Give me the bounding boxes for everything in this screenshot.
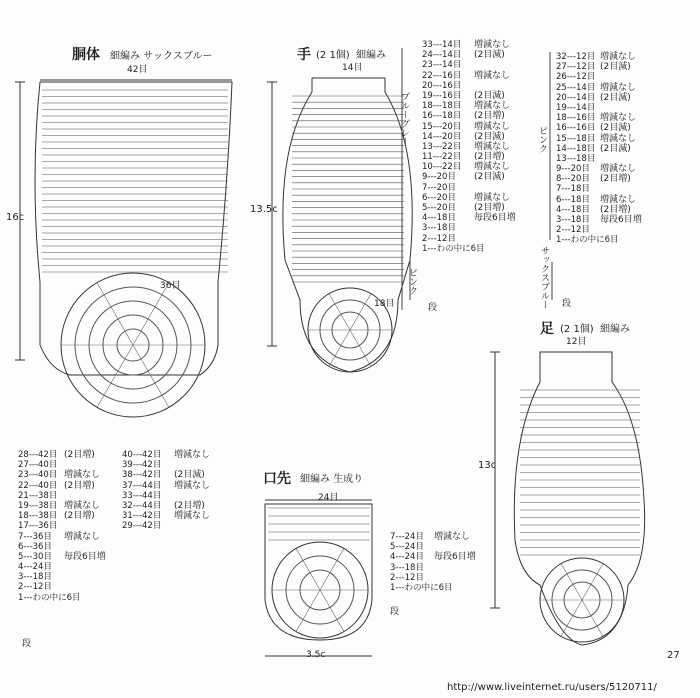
hand-base-count: 18目 bbox=[374, 299, 395, 309]
col3-row-instruction: (2目減) bbox=[600, 92, 631, 103]
hand-row-count: 15---20目 bbox=[422, 121, 462, 132]
hand-row-count: 9---20目 bbox=[422, 172, 456, 183]
col3-row-count: 25---14目 bbox=[556, 82, 596, 93]
muzzle-width: 3.5c bbox=[306, 650, 326, 660]
muzzle-row bbox=[390, 583, 510, 593]
muzzle-subtitle: 細編み 生成り bbox=[300, 474, 364, 485]
hand-height: 13.5c bbox=[250, 204, 278, 215]
hand-row-instruction: (2目増) bbox=[474, 111, 505, 122]
body-col2-row-instruction: (2目増) bbox=[174, 500, 205, 511]
col3-row-instruction: (2目減) bbox=[600, 143, 631, 154]
muzzle-spoke bbox=[296, 548, 320, 590]
hand-row-instruction: (2目減) bbox=[474, 131, 505, 142]
muzzle-spoke bbox=[296, 590, 320, 632]
col3-row-count: 14---18目 bbox=[556, 143, 596, 154]
col3-row-count: 9---20目 bbox=[556, 164, 590, 175]
col3-row-instruction: 増減なし bbox=[600, 82, 637, 93]
body-col1-row-count: 4---24目 bbox=[18, 562, 52, 573]
hand-row-instruction: (2目減) bbox=[474, 50, 505, 61]
hand-row-count: 11---22目 bbox=[422, 152, 462, 163]
body-col1-row-count: 3---18目 bbox=[18, 572, 52, 583]
foot-subtitle: 細編み bbox=[600, 324, 630, 335]
body-col2-row-instruction: 増減なし bbox=[174, 450, 211, 460]
muzzle-row-count: 4---24目 bbox=[390, 552, 424, 563]
body-col1-row-count: 7---36目 bbox=[18, 531, 52, 542]
hand-row-instruction: (2目減) bbox=[474, 90, 505, 101]
col3-row-count: 26---12目 bbox=[556, 72, 596, 83]
muzzle-spoke bbox=[320, 548, 344, 590]
hand-row-instruction: 毎段6目増 bbox=[474, 213, 516, 224]
muzzle-row-unit: 段 bbox=[390, 607, 400, 617]
body-col1-row-instruction: 増減なし bbox=[64, 500, 101, 511]
muzzle-row bbox=[390, 542, 510, 552]
body-col2-row-count: 40---42目 bbox=[122, 450, 162, 460]
hand-row-instruction: 増減なし bbox=[474, 101, 511, 112]
col3-row-instruction: 増減なし bbox=[600, 194, 637, 205]
muzzle-row-instruction: 増減なし bbox=[434, 532, 471, 542]
muzzle-row bbox=[390, 532, 510, 542]
muzzle-row-count: 3---18目 bbox=[390, 562, 424, 573]
body-col2-row-count: 32---44目 bbox=[122, 500, 162, 511]
col3-row-instruction: 毎段6目増 bbox=[600, 215, 642, 225]
hand-row-count: 7---20目 bbox=[422, 182, 456, 193]
col3-row-count: 27---12目 bbox=[556, 62, 596, 73]
hand-row-instruction: (2目増) bbox=[474, 152, 505, 163]
hand-row-count: 20---16目 bbox=[422, 80, 462, 91]
hand-row-count: 22---16目 bbox=[422, 70, 462, 81]
body-col2-row-count: 38---42目 bbox=[122, 470, 162, 481]
foot-top-count: 12目 bbox=[566, 337, 587, 347]
col3-row-instruction: (2目増) bbox=[600, 174, 631, 185]
foot-height: 13c bbox=[478, 460, 497, 471]
col3-row-count: 13---18目 bbox=[556, 153, 596, 164]
hand-row-count: 33---14目 bbox=[422, 40, 462, 50]
body-col2-row-count: 29---42目 bbox=[122, 521, 162, 532]
muzzle-row bbox=[390, 573, 510, 583]
col3-row-count: 1---わの中に6目 bbox=[556, 235, 619, 246]
hand-row-count: 16---18目 bbox=[422, 111, 462, 122]
col3-row-count: 16---16目 bbox=[556, 123, 596, 134]
body-col2-row-count: 31---42目 bbox=[122, 511, 162, 522]
body-col1-row-count: 6---36目 bbox=[18, 541, 52, 552]
hand-row-count: 6---20目 bbox=[422, 192, 456, 203]
muzzle-top-count: 24目 bbox=[318, 493, 339, 503]
body-col2-row-instruction: 増減なし bbox=[174, 511, 211, 522]
foot-qty: (2 1個) bbox=[560, 324, 594, 335]
hand-row-unit: 段 bbox=[428, 303, 438, 313]
col3-row-count: 8---20目 bbox=[556, 174, 590, 185]
body-col1-row-count: 21---38目 bbox=[18, 490, 58, 501]
body-col1-row-count: 28---42目 bbox=[18, 450, 58, 460]
muzzle-spoke bbox=[320, 590, 344, 632]
muzzle-row bbox=[390, 552, 510, 562]
hand-row-count: 23---14目 bbox=[422, 60, 462, 71]
body-top-count: 42目 bbox=[127, 65, 148, 75]
col3-row-instruction: (2目減) bbox=[600, 123, 631, 134]
col3-row-count: 15---18目 bbox=[556, 133, 596, 144]
col3-row-instruction: 増減なし bbox=[600, 113, 637, 124]
col3-row-unit: 段 bbox=[562, 299, 572, 309]
col3-row-count: 32---12目 bbox=[556, 52, 596, 62]
col3-color-a: ピンク bbox=[537, 126, 547, 153]
muzzle-row-count: 5---24目 bbox=[390, 542, 424, 553]
hand-row-count: 14---20目 bbox=[422, 131, 462, 142]
hand-row-count: 10---22目 bbox=[422, 162, 462, 173]
muzzle-row bbox=[390, 563, 510, 573]
hand-row-count: 3---18目 bbox=[422, 223, 456, 234]
body-height: 16c bbox=[6, 212, 25, 223]
body-col1-row-count: 5---30目 bbox=[18, 551, 52, 562]
hand-row-instruction: 増減なし bbox=[474, 70, 511, 81]
body-col2-row-instruction: 増減なし bbox=[174, 480, 211, 491]
hand-row-instruction: 増減なし bbox=[474, 141, 511, 152]
body-col2-row-instruction: (2目減) bbox=[174, 470, 205, 481]
body-col1-row-instruction: 増減なし bbox=[64, 531, 101, 542]
hand-row-count: 19---16目 bbox=[422, 90, 462, 101]
body-subtitle: 細編み サックスブルー bbox=[110, 51, 213, 62]
body-col2-row-count: 39---42目 bbox=[122, 460, 162, 471]
hand-qty: (2 1個) bbox=[316, 50, 350, 61]
hand-top-count: 14目 bbox=[342, 63, 363, 73]
col3-row-count: 6---18目 bbox=[556, 194, 590, 205]
hand-row-count: 18---18目 bbox=[422, 101, 462, 112]
page-number: 27 bbox=[667, 650, 680, 661]
col3-row-count: 20---14目 bbox=[556, 92, 596, 103]
col3-row-instruction: 増減なし bbox=[600, 133, 637, 144]
col3-row-instruction: 増減なし bbox=[600, 164, 637, 175]
col3-row-count: 18---16目 bbox=[556, 113, 596, 124]
col3-row-instruction: (2目増) bbox=[600, 204, 631, 215]
col3-row-count: 19---14目 bbox=[556, 102, 596, 113]
col3-color-b: サックスブルー bbox=[539, 246, 549, 309]
body-col2-row-count: 37---44目 bbox=[122, 480, 162, 491]
hand-row-instruction: (2目増) bbox=[474, 203, 505, 213]
hand-row-count: 4---18目 bbox=[422, 213, 456, 224]
hand-row-instruction: 増減なし bbox=[474, 40, 511, 50]
hand-row-count: 2---12目 bbox=[422, 233, 456, 244]
body-col1-row-instruction: (2目増) bbox=[64, 450, 95, 460]
muzzle-title: 口先 bbox=[263, 471, 291, 487]
body-row-unit: 段 bbox=[22, 639, 32, 649]
body-col1-row-instruction: (2目増) bbox=[64, 511, 95, 522]
muzzle-row-instruction: 毎段6目増 bbox=[434, 552, 476, 563]
body-base-count: 36目 bbox=[160, 281, 181, 291]
body-col1-row-count: 27---40目 bbox=[18, 460, 58, 471]
body-col1-row-count: 23---40目 bbox=[18, 470, 58, 481]
col3-row-count: 7---18目 bbox=[556, 184, 590, 195]
body-col1-row-instruction: 毎段6目増 bbox=[64, 551, 106, 562]
body-col1-row-count: 22---40目 bbox=[18, 480, 58, 491]
hand-row-count: 1---わの中に6目 bbox=[422, 243, 485, 254]
body-title: 胴体 bbox=[72, 47, 100, 63]
body-col2-row-count: 33---44目 bbox=[122, 490, 162, 501]
body-col1-row-instruction: (2目増) bbox=[64, 480, 95, 491]
muzzle-row-count: 7---24目 bbox=[390, 532, 424, 542]
body-col1-row-count: 2---12目 bbox=[18, 582, 52, 593]
hand-row-count: 13---22目 bbox=[422, 141, 462, 152]
hand-subtitle: 細編み bbox=[356, 50, 386, 61]
hand-color-a: ブルーグレー bbox=[399, 92, 409, 146]
col3-row-instruction: 増減なし bbox=[600, 52, 637, 62]
muzzle-row-count: 1---わの中に6目 bbox=[390, 582, 453, 593]
foot-title: 足 bbox=[540, 321, 554, 337]
body-col1-row-count: 19---38目 bbox=[18, 500, 58, 511]
hand-row-count: 5---20目 bbox=[422, 203, 456, 213]
body-col1-row-count: 17---36目 bbox=[18, 521, 58, 532]
hand-row-instruction: 増減なし bbox=[474, 192, 511, 203]
col3-row-count: 2---12目 bbox=[556, 225, 590, 236]
hand-title: 手 bbox=[297, 47, 311, 63]
footer-url[interactable]: http://www.liveinternet.ru/users/5120711/ bbox=[447, 682, 657, 693]
hand-row-instruction: 増減なし bbox=[474, 121, 511, 132]
muzzle-row-table bbox=[390, 532, 510, 593]
col3-row-count: 4---18目 bbox=[556, 204, 590, 215]
col3-row-instruction: (2目減) bbox=[600, 62, 631, 73]
col3-row-count: 3---18目 bbox=[556, 215, 590, 225]
body-col1-row-instruction: 増減なし bbox=[64, 470, 101, 481]
hand-row-instruction: 増減なし bbox=[474, 162, 511, 173]
body-col1-row-count: 1---わの中に6目 bbox=[18, 592, 81, 603]
muzzle-row-count: 2---12目 bbox=[390, 572, 424, 583]
hand-color-b: ピンク bbox=[407, 268, 417, 295]
body-col1-row-count: 18---38目 bbox=[18, 511, 58, 522]
hand-row-instruction: (2目減) bbox=[474, 172, 505, 183]
hand-row-count: 24---14目 bbox=[422, 50, 462, 61]
